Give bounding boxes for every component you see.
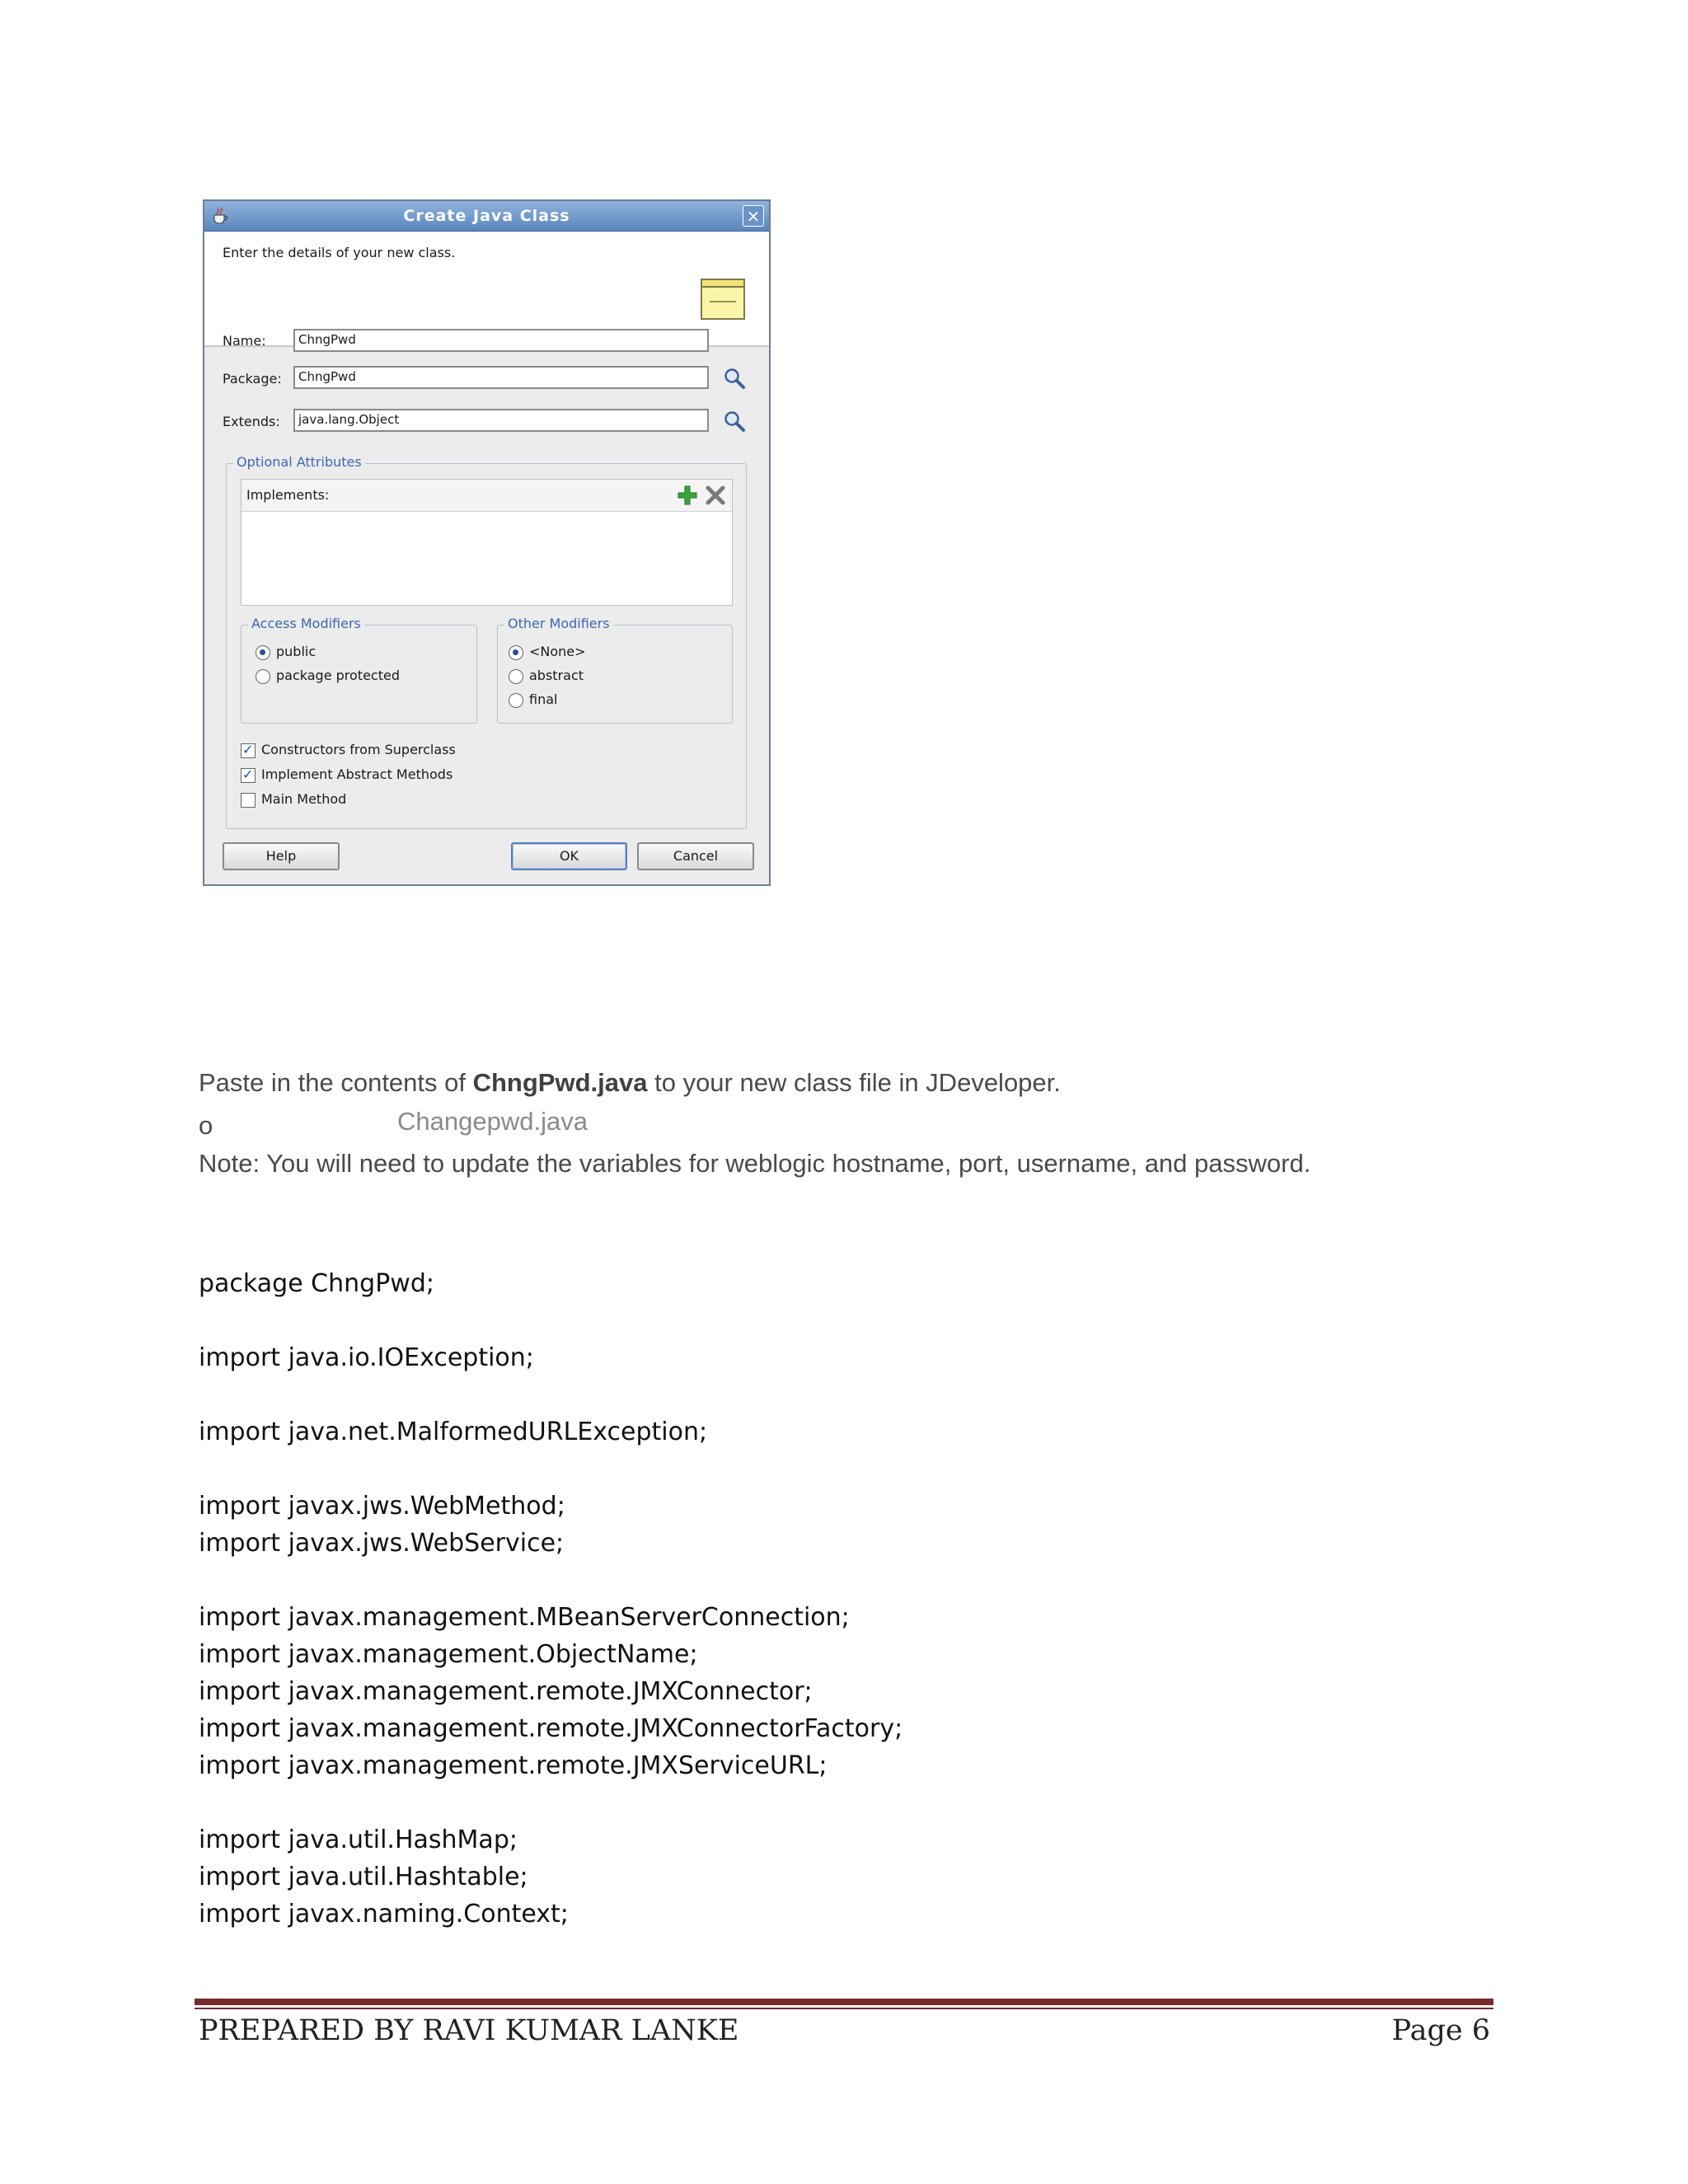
code-line: import java.util.HashMap; [199, 1825, 518, 1854]
dialog-description: Enter the details of your new class. [223, 245, 456, 260]
dialog-title: Create Java Class [403, 207, 570, 225]
radio-final-label: final [529, 691, 558, 707]
code-line: import javax.management.ObjectName; [199, 1640, 698, 1669]
checkbox-abstract-methods[interactable] [241, 766, 452, 783]
radio-final-button[interactable] [509, 693, 523, 708]
code-line [199, 1451, 903, 1488]
extends-input[interactable]: java.lang.Object [293, 409, 709, 432]
footer-prepared-by: PREPARED BY RAVI KUMAR LANKE [199, 2014, 739, 2047]
radio-public-button[interactable] [256, 645, 270, 660]
extends-search-icon[interactable] [722, 409, 747, 434]
radio-package-protected[interactable] [256, 668, 400, 684]
paste-suffix: to your new class file in JDeveloper. [647, 1068, 1061, 1097]
code-line [199, 1302, 903, 1339]
checkbox-abstract-methods-label: Implement Abstract Methods [261, 766, 453, 782]
radio-abstract-label: abstract [529, 668, 584, 683]
radio-package-protected-label: package protected [276, 668, 400, 683]
radio-none[interactable] [509, 644, 586, 660]
radio-public-label: public [276, 644, 316, 659]
attachment-link[interactable]: Changepwd.java [397, 1107, 588, 1136]
paste-prefix: Paste in the contents of [199, 1068, 473, 1097]
code-line: import javax.management.remote.JMXServiceURL; [199, 1751, 828, 1780]
code-line: import javax.jws.WebService; [199, 1529, 565, 1558]
footer-page-number: Page 6 [1391, 2014, 1490, 2047]
code-line: import java.io.IOException; [199, 1343, 534, 1372]
footer-rule-thin [195, 2008, 1493, 2009]
implements-label: Implements: [246, 487, 330, 503]
code-line: import javax.management.remote.JMXConnector; [199, 1677, 813, 1706]
radio-abstract-button[interactable] [509, 669, 523, 684]
implements-list[interactable] [241, 479, 733, 606]
bullet-marker: o [199, 1111, 213, 1140]
footer-rule-thick [195, 1999, 1493, 2005]
code-line [199, 1562, 903, 1599]
implements-header [241, 480, 732, 512]
code-line: import javax.management.remote.JMXConnectorFactory; [199, 1714, 903, 1743]
close-icon[interactable]: × [743, 205, 764, 227]
cancel-button[interactable]: Cancel [637, 842, 754, 870]
code-line [199, 1376, 903, 1413]
radio-final[interactable] [509, 691, 557, 708]
name-input[interactable]: ChngPwd [293, 329, 709, 352]
note-icon [700, 278, 746, 321]
package-search-icon[interactable] [722, 366, 747, 391]
help-button[interactable]: Help [223, 842, 340, 870]
paste-instruction [199, 1068, 1061, 1098]
checkbox-abstract-methods-box[interactable] [241, 768, 256, 783]
checkbox-main-method[interactable] [241, 791, 346, 808]
dialog-titlebar[interactable] [204, 201, 769, 232]
other-modifiers-legend: Other Modifiers [504, 616, 613, 631]
radio-public[interactable] [256, 644, 316, 660]
name-label: Name: [223, 333, 266, 349]
checkbox-main-method-label: Main Method [261, 791, 347, 807]
remove-icon[interactable] [704, 484, 727, 507]
code-line: import javax.jws.WebMethod; [199, 1492, 565, 1521]
checkbox-main-method-box[interactable] [241, 793, 256, 808]
access-modifiers-legend: Access Modifiers [248, 616, 364, 631]
code-line: import javax.naming.Context; [199, 1900, 569, 1929]
checkbox-constructors[interactable] [241, 742, 456, 758]
note-text: Note: You will need to update the variables for weblogic hostname, port, username, and password. [199, 1149, 1311, 1178]
code-line: import java.net.MalformedURLException; [199, 1418, 708, 1446]
checkbox-constructors-label: Constructors from Superclass [261, 742, 456, 757]
code-line: import java.util.Hashtable; [199, 1863, 528, 1891]
radio-none-label: <None> [529, 644, 586, 659]
code-line: import javax.management.MBeanServerConnection; [199, 1603, 850, 1632]
paste-filename: ChngPwd.java [472, 1068, 648, 1097]
add-icon[interactable] [676, 484, 699, 507]
package-label: Package: [223, 371, 282, 387]
checkbox-constructors-box[interactable] [241, 743, 256, 758]
radio-abstract[interactable] [509, 668, 584, 684]
radio-package-protected-button[interactable] [256, 669, 270, 684]
code-block [199, 1265, 903, 1933]
package-input[interactable]: ChngPwd [293, 366, 709, 389]
code-line [199, 1784, 903, 1821]
create-java-class-dialog [203, 199, 771, 886]
radio-none-button[interactable] [509, 645, 523, 660]
code-line: package ChngPwd; [199, 1269, 434, 1298]
ok-button[interactable]: OK [511, 842, 627, 870]
optional-attributes-legend: Optional Attributes [233, 454, 365, 470]
extends-label: Extends: [223, 414, 280, 429]
